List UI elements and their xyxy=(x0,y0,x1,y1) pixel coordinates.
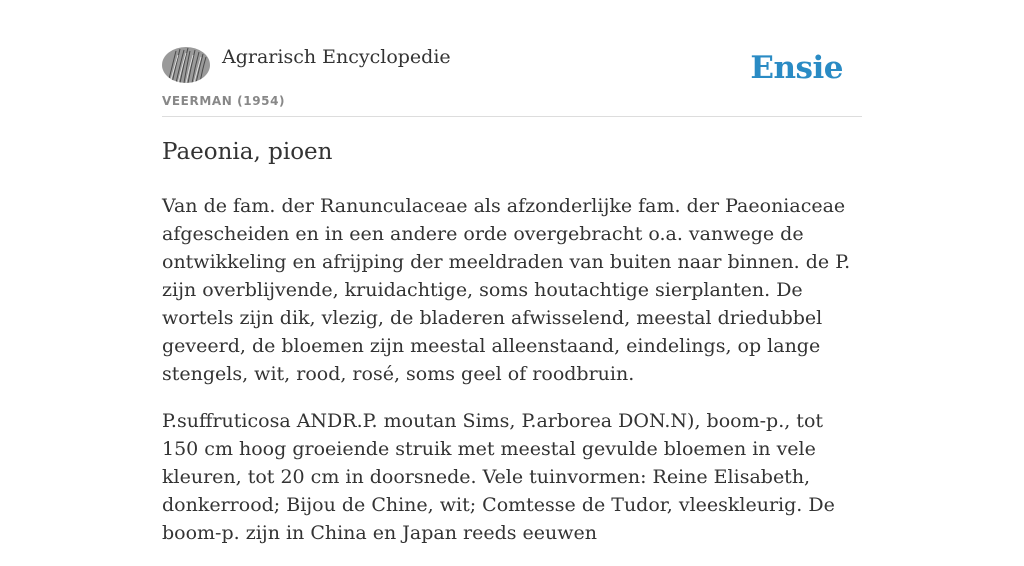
header xyxy=(162,0,862,117)
wheat-engraving-icon xyxy=(162,47,210,83)
entry-content xyxy=(162,192,862,566)
entry-paragraph: P.suffruticosa ANDR.P. moutan Sims, P.arborea DON.N), boom-p., tot 150 cm hoog groeiende struik met meestal gevulde bloemen in vele kleuren, tot 20 cm in doorsnede. Vele tuinvormen: Reine Elisabeth, donkerrood; Bijou de Chine, wit; Comtesse de Tudor, vleeskleurig. De boom-p. zijn in China en Japan reeds eeuwen xyxy=(162,410,835,544)
source-title[interactable]: Agrarisch Encyclopedie xyxy=(222,46,451,68)
brand-logo[interactable]: Ensie xyxy=(750,50,843,86)
entry-paragraph: Van de fam. der Ranunculaceae als afzonderlijke fam. der Paeoniaceae afgescheiden en in een andere orde overgebracht o.a. vanwege de ontwikkeling en afrijping der meeldraden van buiten naar binnen. de P. zijn overblijvende, kruidachtige, soms houtachtige sierplanten. De wortels zijn dik, vlezig, de bladeren afwisselend, meestal driedubbel geveerd, de bloemen zijn meestal alleenstaand, eindelings, op lange stengels, wit, rood, rosé, soms geel of roodbruin. xyxy=(162,195,851,385)
page xyxy=(162,0,862,544)
source-meta: VEERMAN (1954) xyxy=(162,94,286,108)
page-title: Paeonia, pioen xyxy=(162,139,333,165)
